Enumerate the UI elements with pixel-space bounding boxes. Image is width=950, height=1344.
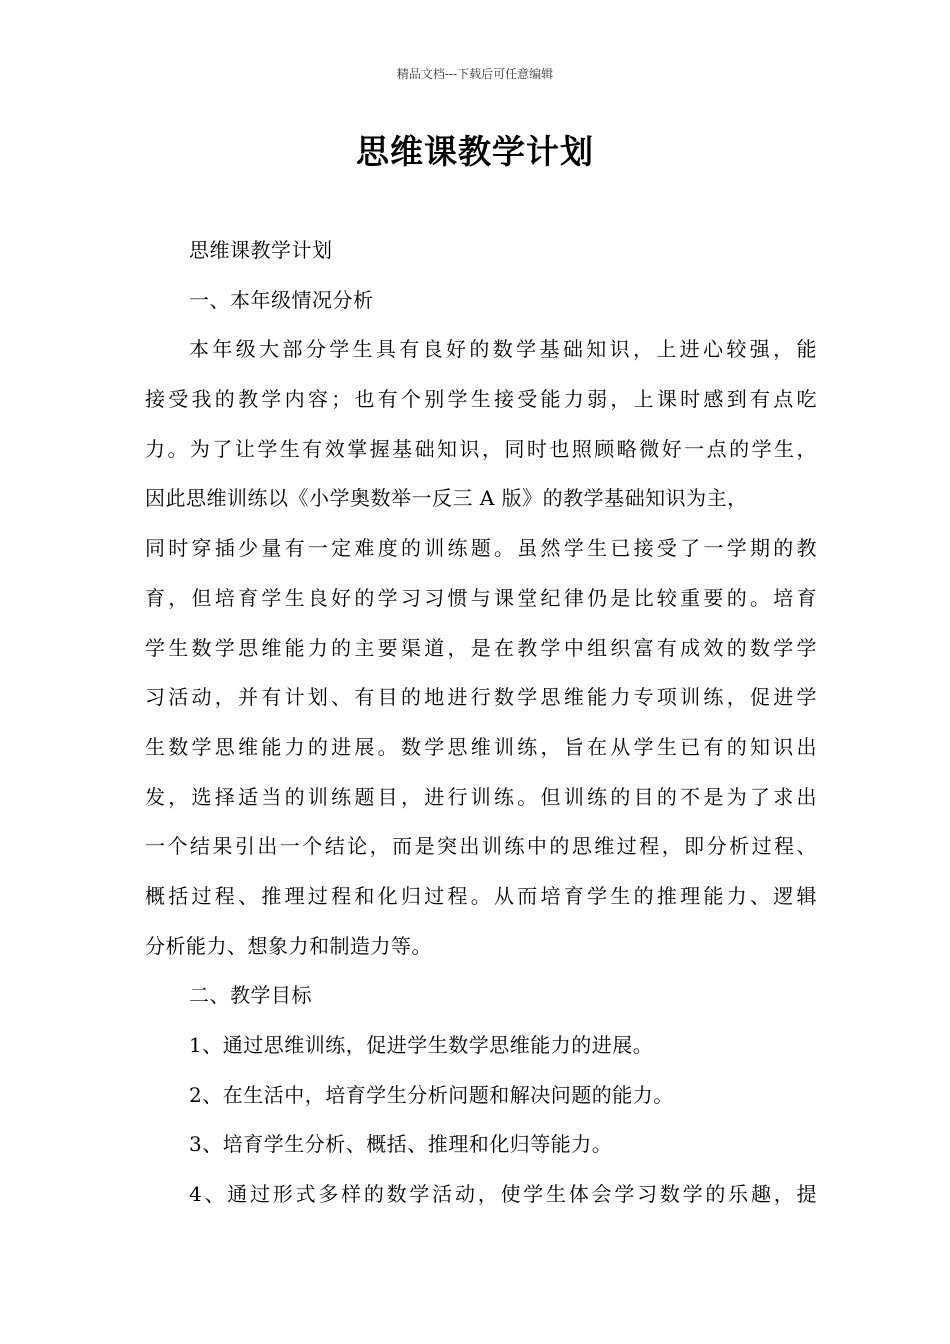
document-title: 思维课教学计划 — [356, 132, 594, 171]
document-body — [145, 226, 817, 1220]
paragraph-line: 同时穿插少量有一定难度的训练题。虽然学生已接受了一学期的教 — [145, 536, 817, 561]
goal-item: 2、在生活中，培育学生分析问题和解决问题的能力。 — [189, 1082, 674, 1107]
paragraph-line: 因此思维训练以《小学奥数举一反三 A 版》的教学基础知识为主， — [145, 486, 748, 511]
paragraph-line: 学生数学思维能力的主要渠道，是在教学中组织富有成效的数学学 — [145, 635, 817, 660]
paragraph-line: 接受我的教学内容；也有个别学生接受能力弱，上课时感到有点吃 — [145, 387, 817, 412]
paragraph-line: 本年级大部分学生具有良好的数学基础知识，上进心较强，能 — [189, 337, 817, 362]
subtitle-line: 思维课教学计划 — [189, 238, 333, 262]
paragraph-line: 生数学思维能力的进展。数学思维训练，旨在从学生已有的知识出 — [145, 734, 817, 759]
section-heading-1: 一、本年级情况分析 — [189, 287, 374, 312]
paragraph-line: 概括过程、推理过程和化归过程。从而培育学生的推理能力、逻辑 — [145, 883, 817, 908]
paragraph-line: 一个结果引出一个结论，而是突出训练中的思维过程，即分析过程、 — [145, 834, 817, 859]
paragraph-line: 习活动，并有计划、有目的地进行数学思维能力专项训练，促进学 — [145, 685, 817, 710]
goal-item: 3、培育学生分析、概括、推理和化归等能力。 — [189, 1132, 613, 1157]
paragraph-line: 分析能力、想象力和制造力等。 — [145, 933, 432, 958]
page-header: 精品文档---下载后可任意编辑 — [396, 67, 554, 81]
section-heading-2: 二、教学目标 — [189, 983, 312, 1008]
goal-item: 4、通过形式多样的数学活动，使学生体会学习数学的乐趣，提 — [189, 1182, 817, 1207]
paragraph-line: 发，选择适当的训练题目，进行训练。但训练的目的不是为了求出 — [145, 784, 817, 809]
paragraph-line: 育，但培育学生良好的学习习惯与课堂纪律仍是比较重要的。培育 — [145, 585, 817, 610]
goal-item: 1、通过思维训练，促进学生数学思维能力的进展。 — [189, 1033, 654, 1057]
paragraph-line: 力。为了让学生有效掌握基础知识，同时也照顾略微好一点的学生， — [145, 436, 817, 461]
